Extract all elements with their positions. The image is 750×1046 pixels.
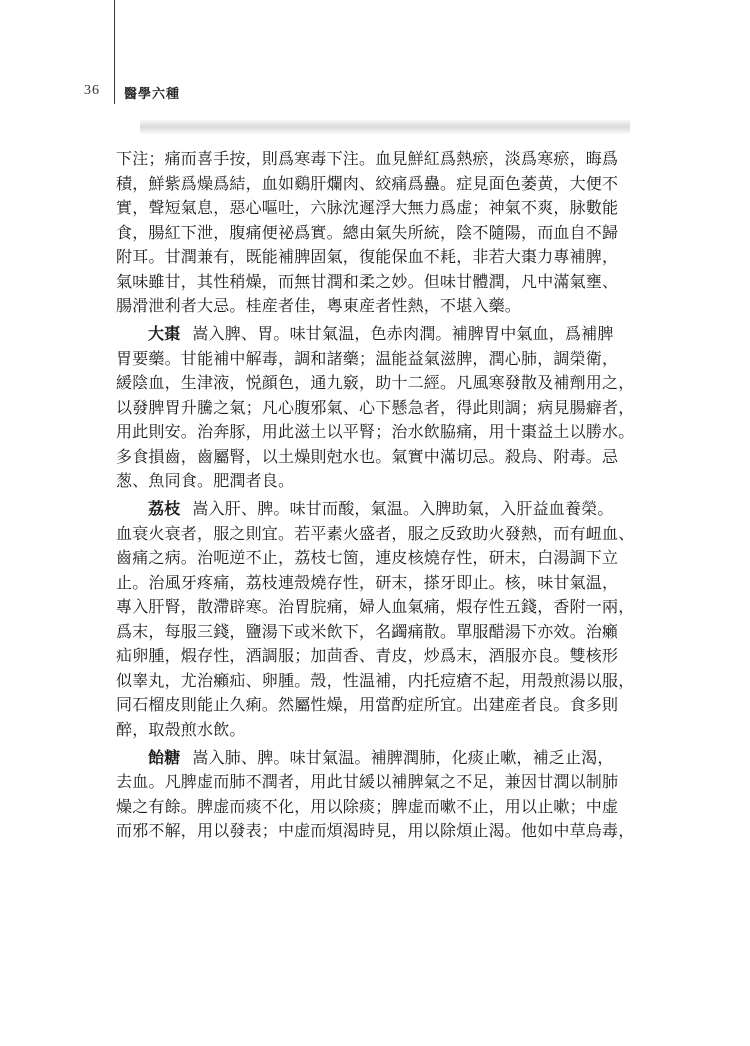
entry-title: 大棗 xyxy=(148,324,181,343)
line-text: 胃要藥。甘能補中解毒，調和諸藥；温能益氣滋脾，潤心肺，調榮衛， xyxy=(116,348,619,368)
text-line xyxy=(116,469,636,494)
page-number: 36 xyxy=(84,83,100,98)
text-line xyxy=(116,322,636,347)
text-line xyxy=(116,347,636,372)
line-text: 專入肝腎，散滯辟寒。治胃脘痛，婦人血氣痛，煆存性五錢，香附一兩， xyxy=(116,597,635,616)
line-text: 嵩入肝、脾。味甘而酸，氣温。入脾助氣，入肝益血養榮。 xyxy=(192,499,614,518)
show-through-smudge xyxy=(140,120,630,134)
text-line xyxy=(116,420,636,445)
line-text: 實，聲短氣息，惡心嘔吐，六脉沈遲浮大無力爲虚；神氣不爽，脉數能 xyxy=(116,198,619,217)
text-line xyxy=(116,497,636,522)
line-text: 以發脾胃升騰之氣；凡心腹邪氣、心下懸急者，得此則調；病見腸癖者， xyxy=(116,397,635,417)
line-text: 而邪不解，用以發表；中虚而煩渴時見，用以除煩止渴。他如中草烏毒， xyxy=(116,821,635,840)
line-text: 嵩入脾、胃。味甘氣温，色赤肉潤。補脾胃中氣血，爲補脾 xyxy=(192,324,614,343)
text-line xyxy=(116,147,636,172)
line-text: 燥之有餘。脾虚而痰不化，用以除痰；脾虚而嗽不止，用以止嗽；中虚 xyxy=(116,796,619,816)
line-text: 多食損齒，齒屬腎，以土燥則尅水也。氣實中滿切忌。殺烏、附毒。忌 xyxy=(116,446,619,466)
text-line xyxy=(116,669,636,694)
line-text: 血衰火衰者，服之則宜。若平素火盛者，服之反致助火發熱，而有衄血、 xyxy=(116,523,635,543)
text-line xyxy=(116,522,636,547)
text-line xyxy=(116,620,636,645)
line-text: 醉，取殼煎水飲。 xyxy=(116,719,246,739)
entry-title: 荔枝 xyxy=(148,499,181,518)
text-line xyxy=(116,819,636,844)
text-line xyxy=(116,221,636,246)
margin-rule xyxy=(114,0,115,104)
line-text: 疝卵腫，煆存性，酒調服；加茴香、青皮，炒爲末，酒服亦良。雙核形 xyxy=(116,646,619,665)
line-text: 嵩入肺、脾。味甘氣温。補脾潤肺，化痰止嗽，補乏止渴， xyxy=(192,747,614,767)
line-text: 爲末，每服三錢，鹽湯下或米飲下，名蠲痛散。單服醋湯下亦效。治癩 xyxy=(116,621,619,641)
text-line xyxy=(116,546,636,571)
text-line xyxy=(116,371,636,396)
text-line xyxy=(116,571,636,596)
line-text: 葱、魚同食。肥潤者良。 xyxy=(116,471,295,490)
line-text: 止。治風牙疼痛，荔枝連殼燒存性，研末，搽牙即止。核，味甘氣温， xyxy=(116,572,619,592)
text-line xyxy=(116,172,636,197)
text-line xyxy=(116,196,636,221)
text-line xyxy=(116,396,636,421)
text-line xyxy=(116,294,636,319)
text-line xyxy=(116,644,636,669)
line-text: 下注；痛而喜手按，則爲寒毒下注。血見鮮紅爲熱瘀，淡爲寒瘀，晦爲 xyxy=(116,149,619,168)
text-line xyxy=(116,795,636,820)
text-line xyxy=(116,693,636,718)
text-line xyxy=(116,270,636,295)
text-line xyxy=(116,770,636,795)
line-text: 氣味雖甘，其性稍燥，而無甘潤和柔之妙。但味甘體潤，凡中滿氣壅、 xyxy=(116,271,619,291)
line-text: 緩陰血，生津液，悦顔色，通九竅，助十二經。凡風寒發散及補劑用之， xyxy=(116,373,635,392)
line-text: 附耳。甘潤兼有，既能補脾固氣，復能保血不耗，非若大棗力專補脾， xyxy=(116,247,619,266)
line-text: 去血。凡脾虚而肺不潤者，用此甘緩以補脾氣之不足，兼因甘潤以制肺 xyxy=(116,772,619,791)
entry-title: 飴糖 xyxy=(148,747,181,767)
line-text: 食，腸紅下泄，腹痛便祕爲實。總由氣失所統，陰不隨陽，而血自不歸 xyxy=(116,222,619,242)
body-text xyxy=(116,147,636,844)
line-text: 似睾丸，尤治癩疝、卵腫。殼，性温補，内托痘瘡不起，用殼煎湯以服， xyxy=(116,670,635,690)
text-line xyxy=(116,746,636,771)
line-text: 齒痛之病。治呃逆不止，荔枝七箇，連皮核燒存性，研末，白湯調下立 xyxy=(116,548,619,567)
line-text: 同石榴皮則能止久痢。然屬性燥，用當酌症所宜。出建産者良。食多則 xyxy=(116,695,619,714)
line-text: 腸滑泄利者大忌。桂産者佳，粵東産者性熱，不堪入藥。 xyxy=(116,296,522,315)
running-head-title: 醫學六種 xyxy=(124,87,181,102)
text-line xyxy=(116,245,636,270)
line-text: 積，鮮紫爲燥爲結，血如鷄肝爛肉、絞痛爲蠱。症見面色萎黄，大便不 xyxy=(116,173,619,193)
text-line xyxy=(116,445,636,470)
line-text: 用此則安。治奔豚，用此滋土以平腎；治水飲脇痛，用十棗益土以勝水。 xyxy=(116,422,635,441)
text-line xyxy=(116,718,636,743)
text-line xyxy=(116,595,636,620)
